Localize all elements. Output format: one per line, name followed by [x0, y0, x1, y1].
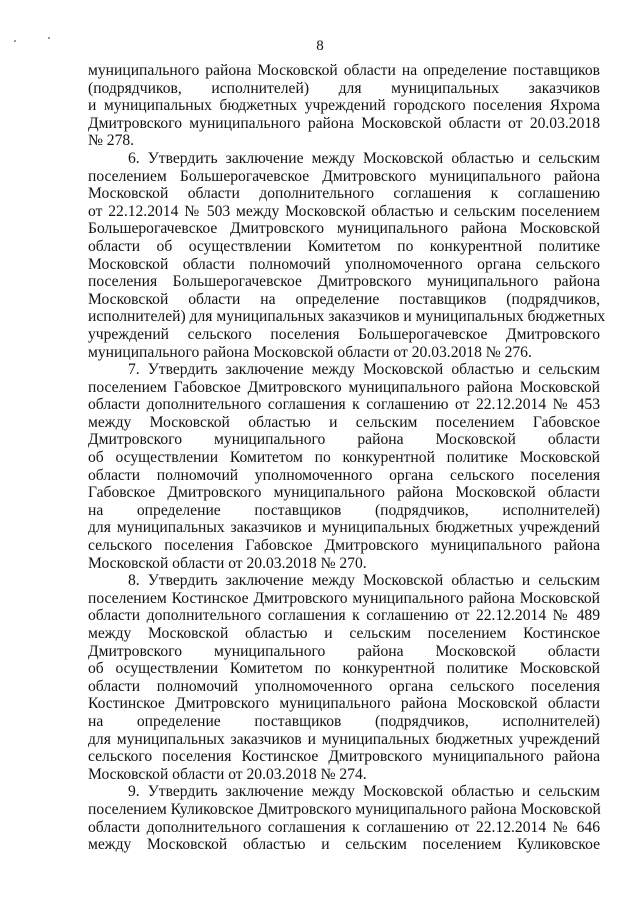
text-line: для муниципальных заказчиков и муниципальных бюджетных учреждений: [88, 730, 600, 748]
text-line: 7. Утвердить заключение между Московской областью и сельским: [128, 361, 600, 379]
text-line: (подрядчиков, исполнителей) для муниципальных заказчиков: [88, 79, 600, 97]
paragraph: [88, 149, 606, 361]
text-line: для муниципальных заказчиков и муниципальных бюджетных учреждений: [88, 519, 600, 537]
text-line: исполнителей) для муниципальных заказчиков и муниципальных бюджетных: [88, 308, 606, 326]
text-line: области об осуществлении Комитетом по конкурентной политике: [88, 237, 600, 255]
text-line: поселением Большерогачевское Дмитровского муниципального района: [88, 167, 600, 185]
text-line: области полномочий уполномоченного органа сельского поселения: [88, 677, 600, 695]
text-line: Московской области от 20.03.2018 № 274.: [88, 765, 367, 783]
text-line: Московской области полномочий уполномоченного органа сельского: [88, 255, 600, 273]
paragraph: [88, 62, 600, 150]
text-line: Габовское Дмитровского муниципального района Московской области: [88, 484, 600, 502]
text-line: области дополнительного соглашения к соглашению от 22.12.2014 № 646: [88, 818, 600, 836]
page-number: 8: [316, 38, 324, 54]
document-body: [88, 62, 606, 854]
paragraph: [88, 361, 600, 572]
text-line: муниципального района Московской области на определение поставщиков: [88, 62, 600, 79]
text-line: Московской области дополнительного соглашения к соглашению: [88, 185, 600, 203]
text-line: об осуществлении Комитетом по конкурентной политике Московской: [88, 449, 600, 467]
text-line: на определение поставщиков (подрядчиков, исполнителей): [88, 712, 600, 730]
text-line: между Московской областью и сельским поселением Костинское: [88, 625, 600, 642]
text-line: Костинское Дмитровского муниципального района Московской области: [88, 695, 600, 713]
text-line: Дмитровского муниципального района Московской области: [88, 431, 600, 449]
text-line: сельского поселения Габовское Дмитровского муниципального района: [88, 537, 600, 555]
text-line: и муниципальных бюджетных учреждений городского поселения Яхрома: [88, 97, 600, 115]
text-line: муниципального района Московской области от 20.03.2018 № 276.: [88, 343, 532, 361]
text-line: между Московской областью и сельским поселением Куликовское: [88, 836, 600, 854]
text-line: сельского поселения Костинское Дмитровского муниципального района: [88, 748, 600, 766]
text-line: 8. Утвердить заключение между Московской областью и сельским: [128, 572, 600, 590]
text-line: учреждений сельского поселения Большерогачевское Дмитровского: [88, 325, 600, 343]
text-line: Дмитровского муниципального района Московской области от 20.03.2018: [88, 114, 600, 132]
text-line: на определение поставщиков (подрядчиков, исполнителей): [88, 501, 600, 519]
text-line: № 278.: [88, 132, 135, 150]
text-line: области дополнительного соглашения к соглашению от 22.12.2014 № 453: [88, 396, 600, 414]
text-line: поселения Большерогачевское Дмитровского муниципального района: [88, 273, 600, 291]
text-line: Дмитровского муниципального района Московской области: [88, 642, 600, 660]
text-line: 6. Утвердить заключение между Московской областью и сельским: [128, 149, 600, 167]
text-line: Большерогачевское Дмитровского муниципального района Московской: [88, 220, 600, 238]
text-line: поселением Куликовское Дмитровского муниципального района Московской: [88, 800, 601, 818]
text-line: 9. Утвердить заключение между Московской областью и сельским: [128, 783, 600, 801]
text-line: поселением Габовское Дмитровского муниципального района Московской: [88, 378, 600, 396]
paragraph: [88, 783, 600, 853]
text-line: об осуществлении Комитетом по конкурентной политике Московской: [88, 660, 600, 678]
text-line: Московской области на определение поставщиков (подрядчиков,: [88, 290, 600, 308]
text-line: области дополнительного соглашения к соглашению от 22.12.2014 № 489: [88, 607, 600, 625]
text-line: поселением Костинское Дмитровского муниципального района Московской: [88, 589, 600, 607]
text-line: между Московской областью и сельским поселением Габовское: [88, 413, 600, 431]
text-line: области полномочий уполномоченного органа сельского поселения: [88, 466, 600, 484]
text-line: от 22.12.2014 № 503 между Московской областью и сельским поселением: [88, 202, 600, 220]
paragraph: [88, 572, 600, 783]
text-line: Московской области от 20.03.2018 № 270.: [88, 554, 367, 572]
